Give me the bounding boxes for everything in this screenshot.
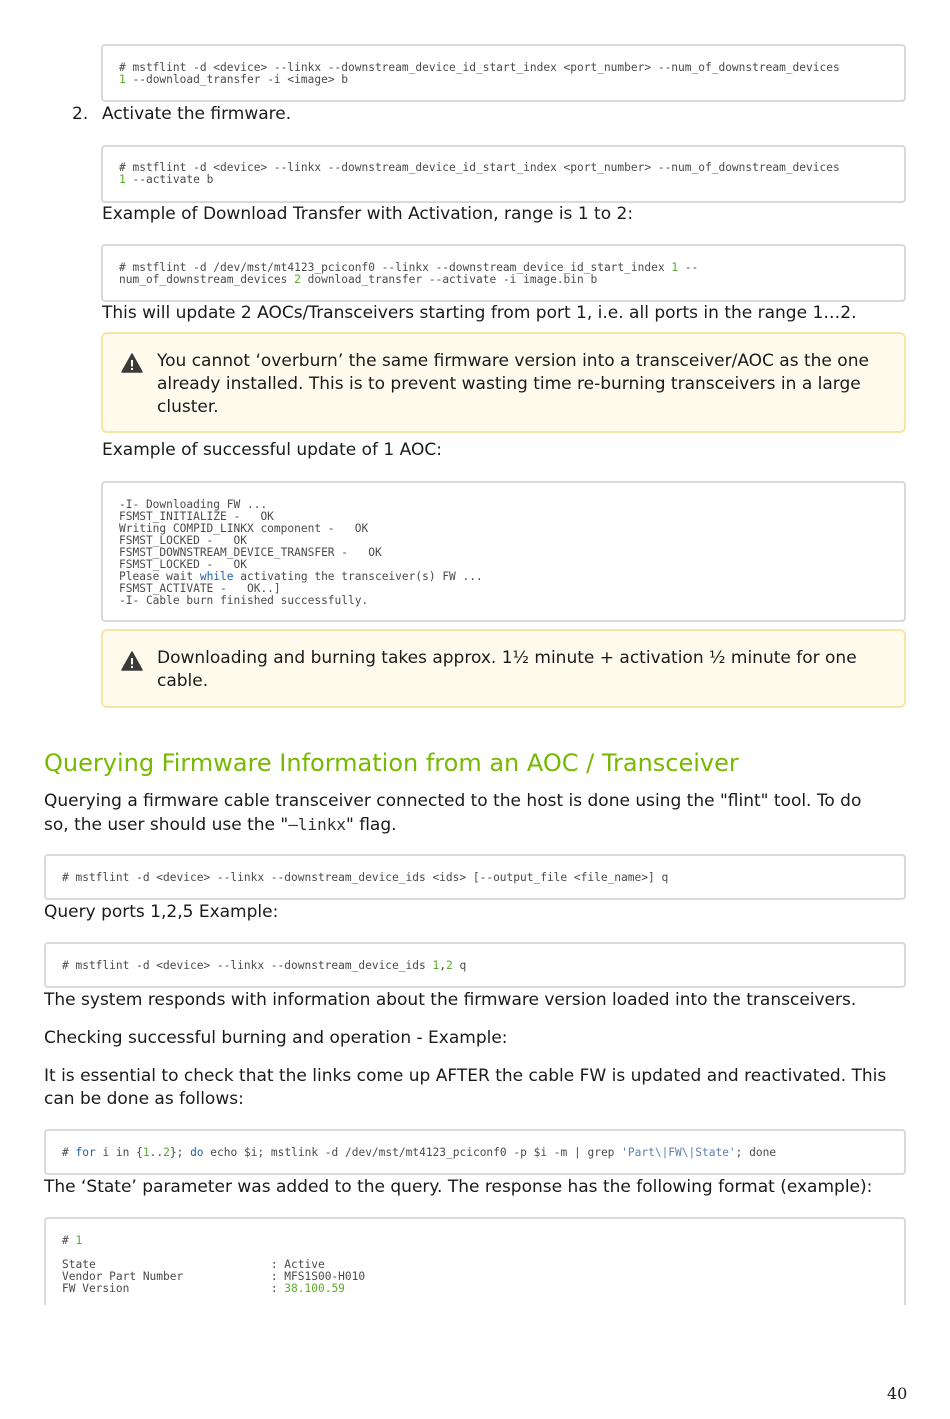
note-line: You cannot ‘overburn’ the same firmware version into a transceiver/AOC as the one: [157, 351, 869, 371]
code-keyword: for: [75, 1146, 96, 1159]
code-string: 'Part\|FW\|State': [621, 1146, 736, 1159]
code-text: i in {: [95, 1146, 143, 1159]
note-line: Downloading and burning takes approx. 1½ minute + activation ½ minute for one: [157, 648, 857, 668]
essential-text: [44, 1065, 914, 1111]
essential-line-2: can be done as follows:: [44, 1089, 244, 1109]
code-number: 1: [119, 73, 126, 86]
note-overburn: [101, 332, 906, 433]
code-text: --download_transfer -i <image> b: [125, 73, 349, 86]
code-number: 1: [119, 173, 126, 186]
code-text: FW Version: [62, 1282, 271, 1295]
update-info-text: This will update 2 AOCs/Transceivers starting from port 1, i.e. all ports in the range 1…2.: [102, 303, 857, 323]
code-block-example-range: [101, 244, 906, 302]
warning-triangle-icon: [121, 651, 143, 671]
essential-line-1: It is essential to check that the links come up AFTER the cable FW is updated and reactivated. This: [44, 1066, 887, 1086]
code-text: --: [678, 261, 699, 274]
checking-text: Checking successful burning and operation - Example:: [44, 1028, 508, 1048]
code-line: FSMST_DOWNSTREAM_DEVICE_TRANSFER - OK: [119, 546, 382, 559]
code-block-success-output: [101, 481, 906, 622]
code-text: download_transfer --activate -i image.bin b: [300, 273, 598, 286]
code-block-download-transfer: [101, 44, 906, 102]
warning-triangle-icon: [121, 353, 143, 373]
code-block-response: [44, 1217, 906, 1305]
code-text: Please wait: [119, 570, 200, 583]
code-block-query-ports: [44, 942, 906, 988]
query-intro-line-1: Querying a firmware cable transceiver connected to the host is done using the "flint" tool. To do: [44, 791, 862, 811]
code-number: 2: [294, 273, 301, 286]
code-text: # mstflint -d <device> --linkx --downstream_device_id_start_index <port_number> --num_of_downstream_devices: [119, 61, 840, 74]
code-keyword: while: [199, 570, 234, 583]
code-text: };: [169, 1146, 191, 1159]
query-intro-line-2a: so, the user should use the ": [44, 815, 289, 835]
note-timing: [101, 629, 906, 708]
code-line: -I- Downloading FW ...: [119, 498, 268, 511]
code-text: #: [62, 1146, 76, 1159]
note-line: already installed. This is to prevent wasting time re-burning transceivers in a large: [157, 374, 861, 394]
code-text: echo $i; mstlink -d /dev/mst/mt4123_pciconf0 -p $i -m | grep: [203, 1146, 622, 1159]
code-line: FSMST_INITIALIZE - OK: [119, 510, 274, 523]
code-text: --activate b: [125, 173, 214, 186]
example-download-label: Example of Download Transfer with Activation, range is 1 to 2:: [102, 204, 634, 224]
note-line: cluster.: [157, 397, 219, 417]
code-text: activating the transceiver(s) FW ...: [233, 570, 483, 583]
code-line: FSMST_LOCKED - OK: [119, 558, 247, 571]
code-text: # mstflint -d <device> --linkx --downstream_device_id_start_index <port_number> --num_of_downstream_devices: [119, 161, 840, 174]
code-number: 1: [142, 1146, 150, 1159]
code-block-activate: [101, 145, 906, 203]
code-text: q: [452, 959, 467, 972]
system-responds-text: The system responds with information about the firmware version loaded into the transceivers.: [44, 990, 857, 1010]
code-line: FSMST_LOCKED - OK: [119, 534, 247, 547]
code-line: -I- Cable burn finished successfully.: [119, 594, 369, 607]
code-text: :: [270, 1282, 285, 1295]
query-intro-text: [44, 790, 914, 837]
code-text: Vendor Part Number: [62, 1270, 271, 1283]
code-text: #: [62, 1234, 76, 1247]
query-intro-line-2b: " flag.: [346, 815, 397, 835]
step-number: 2.: [72, 104, 89, 124]
code-number: 38.100.59: [284, 1282, 345, 1295]
page-number: 40: [887, 1384, 908, 1403]
code-number: 1: [671, 261, 679, 274]
code-line: Writing COMPID_LINKX component - OK: [119, 522, 369, 535]
state-param-text: The ‘State’ parameter was added to the query. The response has the following format (example):: [44, 1177, 873, 1197]
code-block-check-loop: [44, 1129, 906, 1175]
code-number: 2: [445, 959, 453, 972]
code-block-query: [44, 854, 906, 900]
code-text: # mstflint -d <device> --linkx --downstream_device_ids: [62, 959, 433, 972]
example-success-label: Example of successful update of 1 AOC:: [102, 440, 442, 460]
code-text: : Active: [270, 1258, 325, 1271]
code-text: ; done: [735, 1146, 777, 1159]
code-line: # mstflint -d <device> --linkx --downstream_device_ids <ids> [--output_file <file_name>] q: [62, 871, 669, 884]
step-text: Activate the firmware.: [102, 104, 292, 124]
note-line: cable.: [157, 671, 209, 691]
code-line: FSMST_ACTIVATE - OK..]: [119, 582, 281, 595]
code-text: : MFS1S00-H010: [270, 1270, 366, 1283]
code-text: # mstflint -d /dev/mst/mt4123_pciconf0 --linkx --downstream_device_id_start_index: [119, 261, 672, 274]
code-text: num_of_downstream_devices: [119, 273, 295, 286]
section-heading: Querying Firmware Information from an AOC / Transceiver: [44, 749, 739, 777]
code-number: 1: [432, 959, 440, 972]
inline-code-linkx: –linkx: [288, 815, 346, 834]
code-keyword: do: [190, 1146, 204, 1159]
code-text: ..: [149, 1146, 164, 1159]
code-number: 2: [163, 1146, 170, 1159]
code-text: ,: [439, 959, 446, 972]
code-text: State: [62, 1258, 271, 1271]
query-ports-label: Query ports 1,2,5 Example:: [44, 902, 279, 922]
code-number: 1: [75, 1234, 83, 1247]
